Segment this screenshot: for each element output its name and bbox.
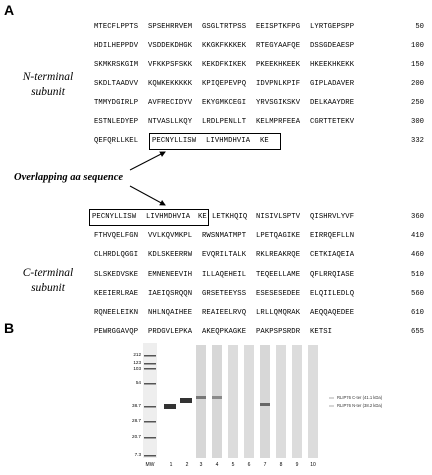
- residue-number: 610: [411, 309, 424, 317]
- sequence-block: ESTNLEDYEP: [94, 118, 139, 126]
- sequence-block: PKEEKHKEEK: [256, 61, 301, 69]
- residue-number: 200: [411, 80, 424, 88]
- lane-5: [228, 345, 238, 458]
- c-terminal-label-line2: subunit: [31, 282, 65, 294]
- residue-number: 50: [415, 23, 424, 31]
- legend-n-ter: RLIP76 N-ter (38.2 kDa): [337, 403, 383, 408]
- lane-8: [276, 345, 286, 458]
- n-terminal-label-line1: N-terminal: [22, 71, 74, 83]
- lane-label: 9: [295, 462, 299, 468]
- lane-9: [292, 345, 302, 458]
- lane-1-band: [164, 404, 176, 409]
- legend-c-ter: RLIP76 C-ter (41.1 kDa): [337, 395, 383, 400]
- mw-marker-label: 28.7: [132, 418, 141, 423]
- sequence-block: GSGLTRTPSS: [202, 23, 247, 31]
- sequence-block: SLSKEDVSKE: [94, 271, 139, 279]
- sequence-block: RQNEELEIKN: [94, 309, 139, 317]
- sequence-block: TMMYDGIRLP: [94, 99, 139, 107]
- sequence-block: DSSGDEAESP: [310, 42, 355, 50]
- sequence-block: SKMKRSKGIM: [94, 61, 139, 69]
- sequence-block: EMNENEEVIH: [148, 271, 193, 279]
- sequence-block: LRDLPENLLT: [202, 118, 247, 126]
- sequence-block: NTVASLLKQY: [148, 118, 193, 126]
- residue-number: 300: [411, 118, 424, 126]
- sequence-block: CGRTTETEKV: [310, 118, 355, 126]
- sequence-block: VVLKQVMKPL: [148, 232, 193, 240]
- sequence-block: KQWKEKKKKK: [148, 80, 193, 88]
- sequence-block: KPIQEPEVPQ: [202, 80, 247, 88]
- lane-label: 4: [215, 462, 219, 468]
- lane-4: [212, 345, 222, 458]
- sequence-block: KEEIERLRAE: [94, 290, 139, 298]
- sequence-block: EKYGMKCEGI: [202, 99, 247, 107]
- sequence-block: LETKHQIQ: [212, 213, 248, 221]
- sequence-block: EIRRQEFLLN: [310, 232, 355, 240]
- sequence-block: LPETQAGIKE: [256, 232, 301, 240]
- sequence-block: LRLLQMQRAK: [256, 309, 301, 317]
- mw-marker-label: 38.7: [132, 403, 141, 408]
- mw-marker-label: 123: [133, 360, 141, 365]
- sequence-block: ILLAQEHEIL: [202, 271, 247, 279]
- residue-number: 460: [411, 251, 424, 259]
- sequence-block: IAEIQSRQQN: [148, 290, 193, 298]
- lane-7: [260, 345, 270, 458]
- sequence-block: IDVPNLKPIF: [256, 80, 301, 88]
- sequence-block: CETKIAQEIA: [310, 251, 355, 259]
- overlap-sequence-block: KE: [260, 137, 269, 145]
- lane-label: 6: [247, 462, 251, 468]
- lane-6: [244, 345, 254, 458]
- sequence-block: ESESESEDEE: [256, 290, 301, 298]
- residue-number: 332: [411, 137, 424, 145]
- sequence-block: REAIEELRVQ: [202, 309, 247, 317]
- residue-number: 410: [411, 232, 424, 240]
- sequence-block: KEKDFKIKEK: [202, 61, 247, 69]
- panel-b-letter: B: [4, 320, 15, 336]
- mw-marker-label: 103: [133, 366, 141, 371]
- overlap-label: Overlapping aa sequence: [14, 172, 124, 183]
- sequence-block: NHLNQAIHEE: [148, 309, 193, 317]
- sequence-block: SPSEHRRVEM: [148, 23, 193, 31]
- lane-2-band: [180, 398, 192, 403]
- sequence-block: EEISPTKFPG: [256, 23, 301, 31]
- lane-10: [308, 345, 318, 458]
- sequence-block: QFLRRQIASE: [310, 271, 355, 279]
- sequence-block: DELKAAYDRE: [310, 99, 355, 107]
- lane-label: 10: [310, 462, 316, 468]
- mw-marker-label: 20.7: [132, 434, 141, 439]
- sequence-block: TEQEELLAME: [256, 271, 301, 279]
- overlap-sequence-block: LIVHMDHVIA: [146, 213, 191, 221]
- lane-label: MW: [145, 462, 155, 468]
- overlap-sequence-block: PECNYLLISW: [92, 213, 137, 221]
- sequence-block: QISHRVLYVF: [310, 213, 355, 221]
- sequence-block: HKEEKHKEKK: [310, 61, 355, 69]
- overlap-sequence-block: PECNYLLISW: [152, 137, 197, 145]
- sequence-block: RTEGYAAFQE: [256, 42, 301, 50]
- lane-label: 1: [169, 462, 173, 468]
- mw-marker-label: 7.3: [134, 452, 141, 457]
- sequence-block: GRSETEEYSS: [202, 290, 247, 298]
- overlap-sequence-block: LIVHMDHVIA: [206, 137, 251, 145]
- sequence-block: AVFRECIDYV: [148, 99, 193, 107]
- sequence-block: EVQRILTALK: [202, 251, 247, 259]
- sequence-block: PAKPSPSRDR: [256, 328, 301, 336]
- sequence-block: FTHVQELFGN: [94, 232, 139, 240]
- lane-label: 5: [231, 462, 235, 468]
- panel-a-letter: A: [4, 2, 15, 18]
- sequence-block: CLHRDLQGGI: [94, 251, 139, 259]
- c-terminal-label-line1: C-terminal: [22, 267, 74, 279]
- residue-number: 250: [411, 99, 424, 107]
- sequence-block: KELMPRFEEA: [256, 118, 301, 126]
- lane-label: 8: [279, 462, 283, 468]
- residue-number: 560: [411, 290, 424, 298]
- sequence-block: KDLSKEERRW: [148, 251, 193, 259]
- sequence-block: PRDGVLEPKA: [148, 328, 193, 336]
- sequence-block: KETSI: [310, 328, 333, 336]
- sequence-block: QEFQRLLKEL: [94, 137, 139, 145]
- lane-label: 2: [185, 462, 189, 468]
- sequence-block: RWSNMATMPT: [202, 232, 247, 240]
- sequence-block: SKDLTAADVV: [94, 80, 139, 88]
- sequence-block: MTECFLPPTS: [94, 23, 139, 31]
- mw-lane: [143, 343, 157, 458]
- sequence-block: NISIVLSPTV: [256, 213, 301, 221]
- residue-number: 510: [411, 271, 424, 279]
- sequence-block: PEWRGGAVQP: [94, 328, 139, 336]
- sequence-block: RKLREAKRQE: [256, 251, 301, 259]
- sequence-block: YRVSGIKSKV: [256, 99, 301, 107]
- sequence-block: GIPLADAVER: [310, 80, 355, 88]
- lane-3: [196, 345, 206, 458]
- residue-number: 100: [411, 42, 424, 50]
- sequence-block: VSDDEKDHGK: [148, 42, 193, 50]
- n-terminal-label-line2: subunit: [31, 86, 65, 98]
- mw-marker-label: 212: [133, 352, 141, 357]
- sequence-block: LYRTGEPSPP: [310, 23, 355, 31]
- lane-3-band: [196, 396, 206, 399]
- sequence-block: AKEQPKAGKE: [202, 328, 247, 336]
- sequence-block: HDILHEPPDV: [94, 42, 139, 50]
- overlap-sequence-block: KE: [198, 213, 207, 221]
- residue-number: 655: [411, 328, 424, 336]
- lane-label: 7: [263, 462, 267, 468]
- sequence-block: VFKKPSFSKK: [148, 61, 193, 69]
- lane-4-band: [212, 396, 222, 399]
- lane-label: 3: [199, 462, 203, 468]
- sequence-block: KKGKFKKKEK: [202, 42, 247, 50]
- lane-7-band: [260, 403, 270, 406]
- sequence-block: ELQIILEDLQ: [310, 290, 355, 298]
- sequence-block: AEQQAQEDEE: [310, 309, 355, 317]
- residue-number: 360: [411, 213, 424, 221]
- mw-marker-label: 54: [135, 380, 141, 385]
- residue-number: 150: [411, 61, 424, 69]
